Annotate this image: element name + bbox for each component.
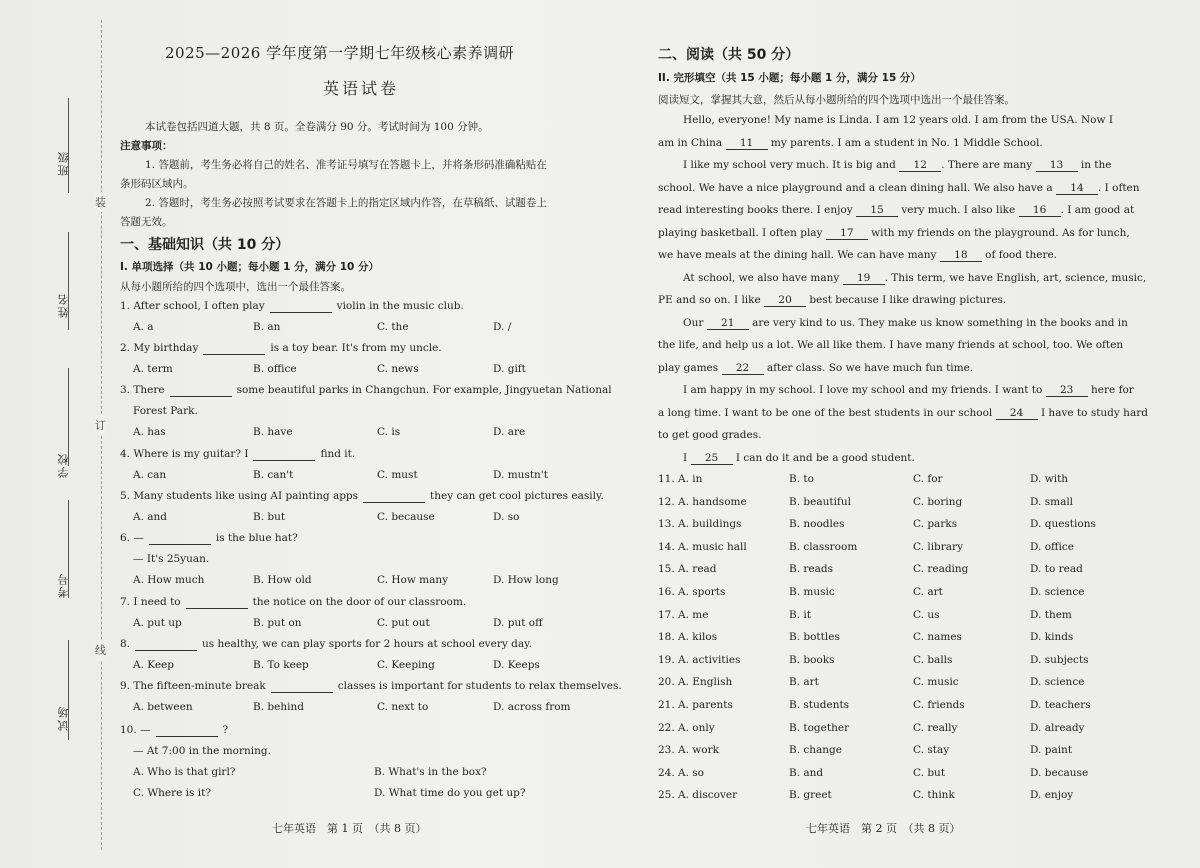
cloze-answer-option: B. change <box>789 744 842 757</box>
passage-text: I can do it and be a good student. <box>732 451 915 464</box>
section-two-title: 二、阅读（共 50 分） <box>658 47 800 63</box>
cloze-answer-option: D. paint <box>1030 744 1073 757</box>
question-text: some beautiful parks in Changchun. For example, Jingyuetan National <box>236 384 612 396</box>
passage-text: my parents. I am a student in No. 1 Middle School. <box>767 136 1043 149</box>
cloze-answer-option: C. names <box>913 631 962 644</box>
passage-text: of food there. <box>981 249 1058 261</box>
answer-option: C. news <box>377 363 419 375</box>
cloze-answer-option: 11. A. in <box>658 473 703 485</box>
cloze-blank-number: 16 <box>1019 204 1061 217</box>
passage-text: Hello, everyone! My name is Linda. I am 12 years old. I am from the USA. Now I <box>683 114 1113 126</box>
cloze-answer-option: D. science <box>1030 586 1085 598</box>
passage-text: I <box>683 451 691 464</box>
exam-title: 2025—2026 学年度第一学期七年级核心素养调研 <box>165 44 515 62</box>
cloze-blank-number: 23 <box>1046 384 1088 397</box>
answer-option: B. but <box>253 511 286 523</box>
question-text: 9. The fifteen-minute break <box>120 680 266 692</box>
passage-line <box>658 227 1130 240</box>
answer-option: B. office <box>253 363 297 375</box>
answer-option: D. How long <box>493 574 559 586</box>
cloze-answer-option: C. friends <box>913 699 965 711</box>
notice-title: 注意事项： <box>120 140 173 152</box>
cloze-answer-option: 25. A. discover <box>658 789 738 802</box>
question-text: is a toy bear. It's from my uncle. <box>270 342 442 354</box>
cloze-answer-option: 13. A. buildings <box>658 518 742 531</box>
passage-text: I have to study hard <box>1037 406 1148 419</box>
cloze-blank-number: 12 <box>899 159 941 172</box>
cloze-answer-option: B. students <box>789 699 850 711</box>
question-text: classes is important for students to relax themselves. <box>337 680 622 692</box>
passage-line <box>658 204 1134 217</box>
cloze-answer-option: C. stay <box>913 744 950 757</box>
passage-text: . I often <box>1097 181 1140 194</box>
notice-1b: 条形码区域内。 <box>120 178 194 190</box>
question-text: 5. Many students like using AI painting apps <box>120 490 359 502</box>
passage-text: are very kind to us. They make us know something in the books and in <box>748 316 1128 329</box>
cloze-answer-option: D. small <box>1030 495 1074 508</box>
answer-option: B. an <box>253 321 281 333</box>
cloze-blank-number: 11 <box>726 137 768 150</box>
question-text: 2. My birthday <box>120 342 199 354</box>
passage-text: am in China <box>658 136 726 149</box>
answer-option: D. gift <box>493 363 526 375</box>
passage-text: I am happy in my school. I love my school and my friends. I want to <box>683 384 1046 396</box>
passage-line <box>683 384 1134 397</box>
answer-option: C. because <box>377 511 435 523</box>
cloze-answer-option: D. office <box>1030 540 1074 553</box>
question-text: they can get cool pictures easily. <box>430 490 604 502</box>
passage-text: a long time. I want to be one of the best students in our school <box>658 406 996 419</box>
cloze-answer-option: B. and <box>789 766 824 779</box>
question-text-continued: — At 7:00 in the morning. <box>133 745 271 757</box>
answer-option: B. To keep <box>253 659 309 671</box>
answer-option: C. How many <box>377 574 449 586</box>
passage-text: Our <box>683 316 707 329</box>
answer-option: B. behind <box>253 701 304 713</box>
question-stem <box>120 490 604 503</box>
question-text: 3. There <box>120 384 165 396</box>
question-text: is the blue hat? <box>215 532 298 544</box>
answer-option: C. Where is it? <box>133 787 211 799</box>
binding-mark-xian: 线 <box>95 640 106 660</box>
cloze-answer-option: C. reading <box>913 563 969 576</box>
cloze-answer-option: 20. A. English <box>658 676 733 689</box>
passage-line <box>683 114 1113 126</box>
cloze-answer-option: B. reads <box>789 563 833 576</box>
passage-text: the life, and help us a lot. We all like them. I have many friends at school, too. We often <box>658 339 1124 351</box>
cloze-answer-option: D. subjects <box>1030 653 1089 666</box>
question-stem <box>120 532 298 545</box>
binding-mark-ding: 订 <box>95 415 106 435</box>
margin-label-room: 试场 <box>57 705 70 731</box>
cloze-answer-option: 22. A. only <box>658 721 715 734</box>
answer-option: C. put out <box>377 617 430 629</box>
cloze-blank-number: 25 <box>691 452 733 465</box>
cloze-answer-option: B. together <box>789 721 850 734</box>
margin-label-name: 姓名 <box>57 292 70 318</box>
cloze-answer-option: C. balls <box>913 653 953 666</box>
answer-option: A. between <box>133 701 193 713</box>
cloze-answer-option: 23. A. work <box>658 744 719 757</box>
cloze-blank-number: 15 <box>856 204 898 217</box>
answer-option: A. Who is that girl? <box>133 766 236 778</box>
notice-1a: 1. 答题前，考生务必将自己的姓名、准考证号填写在答题卡上，并将条形码准确粘贴在 <box>145 159 547 171</box>
passage-text: play games <box>658 361 722 374</box>
answer-option: A. a <box>133 321 154 333</box>
question-text: the notice on the door of our classroom. <box>252 596 467 608</box>
question-stem <box>120 724 228 737</box>
answer-blank <box>149 532 211 545</box>
question-stem <box>120 638 532 651</box>
exam-subtitle: 英语试卷 <box>323 79 400 98</box>
answer-option: D. put off <box>493 617 543 629</box>
answer-blank <box>363 490 425 503</box>
cloze-answer-option: C. parks <box>913 518 958 531</box>
passage-line <box>683 272 1146 285</box>
answer-option: A. put up <box>133 617 182 629</box>
answer-option: D. Keeps <box>493 659 540 671</box>
answer-blank <box>270 300 332 313</box>
part-one-title: I. 单项选择（共 10 小题；每小题 1 分，满分 10 分） <box>120 261 380 273</box>
answer-option: A. Keep <box>133 659 174 671</box>
cloze-answer-option: B. classroom <box>789 540 858 553</box>
cloze-answer-option: B. noodles <box>789 518 845 531</box>
cloze-answer-option: 12. A. handsome <box>658 495 747 508</box>
cloze-blank-number: 24 <box>996 407 1038 420</box>
cloze-answer-option: B. music <box>789 586 835 598</box>
cloze-answer-option: D. them <box>1030 608 1072 621</box>
cloze-answer-option: D. to read <box>1030 563 1083 576</box>
cloze-answer-option: B. greet <box>789 789 832 802</box>
answer-option: D. mustn't <box>493 469 548 481</box>
cloze-answer-option: 16. A. sports <box>658 586 726 598</box>
cloze-answer-option: C. really <box>913 721 958 734</box>
answer-blank <box>135 638 197 651</box>
answer-blank <box>271 680 333 693</box>
answer-option: D. so <box>493 511 520 523</box>
question-text: 8. <box>120 638 131 650</box>
passage-text: . There are many <box>941 159 1036 171</box>
binding-mark-zhuang: 装 <box>95 192 106 212</box>
passage-text: read interesting books there. I enjoy <box>658 204 856 216</box>
passage-line <box>683 159 1112 172</box>
page-one-footer: 七年英语 第 1 页 （共 8 页） <box>272 822 427 835</box>
cloze-answer-option: D. teachers <box>1030 699 1091 711</box>
answer-option: A. can <box>133 469 167 481</box>
exam-intro: 本试卷包括四道大题，共 8 页。全卷满分 90 分。考试时间为 100 分钟。 <box>145 121 489 133</box>
cloze-answer-option: C. music <box>913 676 959 689</box>
question-stem <box>120 384 612 397</box>
answer-option: B. put on <box>253 617 302 629</box>
cloze-answer-option: D. enjoy <box>1030 789 1074 802</box>
cloze-answer-option: B. art <box>789 676 819 689</box>
question-text: us healthy, we can play sports for 2 hours at school every day. <box>202 638 532 650</box>
answer-blank <box>156 724 218 737</box>
passage-text: PE and so on. I like <box>658 294 765 306</box>
question-text: ? <box>222 724 229 736</box>
binding-line <box>101 20 102 850</box>
passage-text: playing basketball. I often play <box>658 226 826 239</box>
cloze-answer-option: 21. A. parents <box>658 699 733 711</box>
passage-text: to get good grades. <box>658 429 762 441</box>
answer-option: A. How much <box>133 574 205 586</box>
answer-blank <box>170 384 232 397</box>
cloze-answer-option: B. bottles <box>789 631 840 644</box>
cloze-blank-number: 21 <box>707 317 749 330</box>
cloze-answer-option: C. boring <box>913 495 963 508</box>
question-text: violin in the music club. <box>336 300 464 312</box>
margin-label-school: 学校 <box>57 452 70 478</box>
passage-text: school. We have a nice playground and a clean dining hall. We also have a <box>658 181 1056 194</box>
notice-2b: 答题无效。 <box>120 216 173 228</box>
passage-text: here for <box>1087 384 1134 396</box>
answer-option: C. must <box>377 469 418 481</box>
question-stem <box>120 448 355 461</box>
answer-option: B. can't <box>253 469 294 481</box>
cloze-answer-option: C. for <box>913 473 943 485</box>
cloze-answer-option: B. it <box>789 608 811 621</box>
notice-2a: 2. 答题时，考生务必按照考试要求在答题卡上的指定区域内作答，在草稿纸、试题卷上 <box>145 197 547 209</box>
cloze-answer-option: D. questions <box>1030 518 1096 531</box>
passage-text: . I am good at <box>1060 204 1135 216</box>
cloze-answer-option: C. us <box>913 608 940 621</box>
cloze-answer-option: 14. A. music hall <box>658 540 747 553</box>
passage-line <box>658 137 1043 150</box>
answer-option: A. and <box>133 511 168 523</box>
cloze-blank-number: 14 <box>1056 182 1098 195</box>
passage-line <box>683 317 1128 330</box>
answer-option: C. next to <box>377 701 429 713</box>
answer-blank <box>203 342 265 355</box>
passage-line <box>658 429 761 441</box>
cloze-answer-option: 18. A. kilos <box>658 631 718 644</box>
answer-option: A. term <box>133 363 173 375</box>
part-one-instruction: 从每小题所给的四个选项中，选出一个最佳答案。 <box>120 281 351 293</box>
cloze-answer-option: C. but <box>913 766 946 779</box>
passage-text: very much. I also like <box>898 204 1019 216</box>
passage-text: with my friends on the playground. As for lunch, <box>867 226 1130 239</box>
cloze-answer-option: 24. A. so <box>658 766 705 779</box>
passage-line <box>658 249 1057 262</box>
question-text: 10. — <box>120 724 151 736</box>
cloze-answer-option: C. art <box>913 586 943 598</box>
answer-option: A. has <box>133 426 166 438</box>
question-stem <box>120 342 442 355</box>
passage-line <box>683 452 915 465</box>
question-stem <box>120 680 622 693</box>
passage-text: At school, we also have many <box>683 271 843 284</box>
class-write-line <box>68 98 69 193</box>
cloze-answer-option: C. library <box>913 540 964 553</box>
margin-label-number: 考号 <box>57 572 70 598</box>
answer-option: C. Keeping <box>377 659 435 671</box>
passage-text: in the <box>1077 159 1112 171</box>
question-text-continued: Forest Park. <box>133 405 198 417</box>
answer-option: D. across from <box>493 701 571 713</box>
cloze-answer-option: 17. A. me <box>658 608 709 621</box>
cloze-answer-option: 19. A. activities <box>658 653 741 666</box>
passage-line <box>658 294 1006 307</box>
question-text: 4. Where is my guitar? I <box>120 448 249 460</box>
passage-text: after class. So we have much fun time. <box>763 361 974 374</box>
question-stem <box>120 300 464 313</box>
cloze-answer-option: D. already <box>1030 721 1085 734</box>
answer-blank <box>253 448 315 461</box>
cloze-blank-number: 18 <box>940 249 982 262</box>
question-text: 6. — <box>120 532 144 544</box>
question-text: 7. I need to <box>120 596 181 608</box>
part-two-instruction: 阅读短文，掌握其大意，然后从每小题所给的四个选项中选出一个最佳答案。 <box>658 94 1015 106</box>
cloze-answer-option: D. kinds <box>1030 631 1074 644</box>
cloze-answer-option: D. science <box>1030 676 1085 689</box>
cloze-answer-option: D. with <box>1030 473 1069 485</box>
margin-label-class: 班级 <box>57 150 70 176</box>
answer-option: D. / <box>493 321 512 333</box>
cloze-answer-option: 15. A. read <box>658 563 717 576</box>
passage-line <box>658 407 1148 420</box>
answer-option: D. What time do you get up? <box>374 787 526 799</box>
passage-line <box>658 182 1140 195</box>
cloze-answer-option: B. books <box>789 653 835 666</box>
cloze-blank-number: 13 <box>1036 159 1078 172</box>
answer-option: C. the <box>377 321 409 333</box>
answer-option: C. is <box>377 426 401 438</box>
cloze-answer-option: B. beautiful <box>789 495 851 508</box>
answer-option: B. have <box>253 426 293 438</box>
cloze-answer-option: D. because <box>1030 766 1089 779</box>
passage-line <box>658 362 973 375</box>
cloze-blank-number: 22 <box>722 362 764 375</box>
question-text: find it. <box>320 448 356 460</box>
section-one-title: 一、基础知识（共 10 分） <box>120 237 290 253</box>
passage-text: . This term, we have English, art, science, music, <box>884 271 1147 284</box>
cloze-answer-option: B. to <box>789 473 814 485</box>
question-text-continued: — It's 25yuan. <box>133 553 210 565</box>
answer-option: B. How old <box>253 574 312 586</box>
cloze-blank-number: 17 <box>826 227 868 240</box>
page-two-footer: 七年英语 第 2 页 （共 8 页） <box>806 822 961 835</box>
question-stem <box>120 596 466 609</box>
cloze-answer-option: C. think <box>913 789 955 802</box>
cloze-blank-number: 19 <box>843 272 885 285</box>
passage-line <box>658 339 1123 351</box>
passage-text: best because I like drawing pictures. <box>806 294 1007 306</box>
part-two-title: II. 完形填空（共 15 小题；每小题 1 分，满分 15 分） <box>658 72 921 84</box>
answer-blank <box>186 596 248 609</box>
question-text: 1. After school, I often play <box>120 300 265 312</box>
answer-option: D. are <box>493 426 526 438</box>
cloze-blank-number: 20 <box>764 294 806 307</box>
passage-text: I like my school very much. It is big and <box>683 159 900 171</box>
passage-text: we have meals at the dining hall. We can have many <box>658 249 940 261</box>
answer-option: B. What's in the box? <box>374 766 487 778</box>
